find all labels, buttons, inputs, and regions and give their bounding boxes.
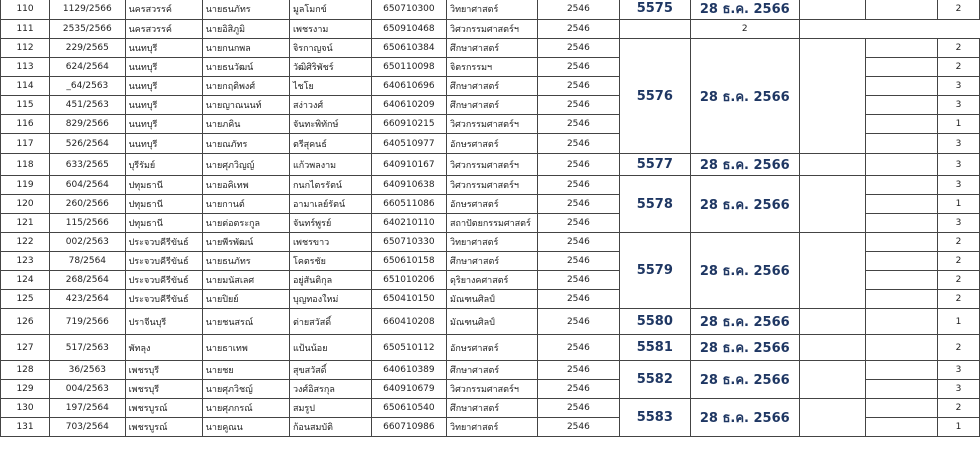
first-name-cell: นายอคิเทพ [202, 176, 289, 195]
row-number-cell: 131 [1, 418, 50, 437]
year-cell: 2546 [538, 233, 620, 252]
faculty-cell: จิตรกรรมฯ [447, 58, 538, 77]
document-number-cell: _64/2563 [50, 77, 126, 96]
last-name-cell: แก้วพลงาม [289, 154, 371, 176]
table-row [1, 20, 980, 39]
year-cell: 2546 [538, 214, 620, 233]
faculty-cell: วิทยาศาสตร์ [447, 233, 538, 252]
first-name-cell: นายธาเทพ [202, 335, 289, 361]
first-name-cell: นายคูณน [202, 418, 289, 437]
spacer-cell [866, 154, 938, 176]
first-name-cell: นายศุภวิญญ์ [202, 154, 289, 176]
year-cell: 2546 [538, 39, 620, 58]
document-number-cell: 197/2564 [50, 399, 126, 418]
last-name-cell: วัฒิศิริพัชร์ [289, 58, 371, 77]
blank-cell [799, 309, 865, 335]
document-number-cell: 78/2564 [50, 252, 126, 271]
year-cell: 2546 [538, 335, 620, 361]
province-cell: ปทุมธานี [125, 214, 202, 233]
student-id-cell: 650110098 [371, 58, 446, 77]
last-name-cell: ต่ายสวัสดิ์ [289, 309, 371, 335]
count-cell: 2 [938, 233, 980, 252]
count-cell: 2 [938, 0, 980, 20]
first-name-cell: นายกนกพล [202, 39, 289, 58]
spacer-cell [866, 252, 938, 271]
group-date-cell: 28 ธ.ค. 2566 [690, 361, 799, 399]
document-number-cell: 451/2563 [50, 96, 126, 115]
first-name-cell: นายธนภัทร [202, 0, 289, 20]
document-number-cell: 1129/2566 [50, 0, 126, 20]
document-number-cell: 423/2564 [50, 290, 126, 309]
row-number-cell: 112 [1, 39, 50, 58]
group-number-cell: 5583 [619, 399, 690, 437]
province-cell: นนทบุรี [125, 134, 202, 154]
spacer-cell [866, 58, 938, 77]
group-number-cell: 5582 [619, 361, 690, 399]
province-cell: นนทบุรี [125, 39, 202, 58]
spacer-cell [866, 380, 938, 399]
row-number-cell: 110 [1, 0, 50, 20]
year-cell: 2546 [538, 309, 620, 335]
group-date-cell: 28 ธ.ค. 2566 [690, 233, 799, 309]
document-number-cell: 268/2564 [50, 271, 126, 290]
year-cell: 2546 [538, 361, 620, 380]
province-cell: นนทบุรี [125, 77, 202, 96]
faculty-cell: สถาปัตยกรรมศาสตร์ [447, 214, 538, 233]
first-name-cell: นายศุภวิชญ์ [202, 380, 289, 399]
count-cell: 2 [938, 252, 980, 271]
faculty-cell: ศึกษาศาสตร์ [447, 399, 538, 418]
row-number-cell: 119 [1, 176, 50, 195]
student-id-cell: 640910679 [371, 380, 446, 399]
last-name-cell: โคตรชัย [289, 252, 371, 271]
table-row [1, 0, 980, 20]
province-cell: เพชรบุรี [125, 380, 202, 399]
count-cell: 3 [938, 77, 980, 96]
table-row [1, 399, 980, 418]
last-name-cell: เพชรงาม [289, 20, 371, 39]
row-number-cell: 121 [1, 214, 50, 233]
province-cell: นนทบุรี [125, 58, 202, 77]
first-name-cell: นายปิยย์ [202, 290, 289, 309]
faculty-cell: วิศวกรรมศาสตร์ฯ [447, 176, 538, 195]
table-body [1, 0, 980, 437]
last-name-cell: อยู่สันติกุล [289, 271, 371, 290]
count-cell: 2 [690, 20, 799, 39]
blank-cell [799, 0, 865, 20]
document-number-cell: 2535/2566 [50, 20, 126, 39]
year-cell: 2546 [538, 399, 620, 418]
group-number-cell: 5579 [619, 233, 690, 309]
spacer-cell [866, 134, 938, 154]
year-cell: 2546 [538, 20, 620, 39]
count-cell: 2 [938, 335, 980, 361]
last-name-cell: ก้อนสมบัติ [289, 418, 371, 437]
group-date-cell: 28 ธ.ค. 2566 [690, 0, 799, 20]
faculty-cell: ศึกษาศาสตร์ [447, 96, 538, 115]
document-number-cell: 115/2566 [50, 214, 126, 233]
faculty-cell: ศึกษาศาสตร์ [447, 77, 538, 96]
last-name-cell: สมรูป [289, 399, 371, 418]
province-cell: ประจวบคีรีขันธ์ [125, 233, 202, 252]
row-number-cell: 130 [1, 399, 50, 418]
year-cell: 2546 [538, 176, 620, 195]
first-name-cell: นายต่อตระกูล [202, 214, 289, 233]
year-cell: 2546 [538, 0, 620, 20]
faculty-cell: วิศวกรรมศาสตร์ฯ [447, 154, 538, 176]
count-cell: 1 [938, 115, 980, 134]
blank-cell [799, 154, 865, 176]
last-name-cell: จันทะพิทักษ์ [289, 115, 371, 134]
student-id-cell: 650510112 [371, 335, 446, 361]
province-cell: นครสวรรค์ [125, 20, 202, 39]
last-name-cell: ตรีสุคนธ์ [289, 134, 371, 154]
province-cell: เพชรบูรณ์ [125, 418, 202, 437]
province-cell: เพชรบูรณ์ [125, 399, 202, 418]
faculty-cell: วิศวกรรมศาสตร์ฯ [447, 380, 538, 399]
first-name-cell: นายพีรพัฒน์ [202, 233, 289, 252]
faculty-cell: อักษรศาสตร์ [447, 335, 538, 361]
year-cell: 2546 [538, 96, 620, 115]
document-number-cell: 719/2566 [50, 309, 126, 335]
row-number-cell: 115 [1, 96, 50, 115]
group-number-cell: 5577 [619, 154, 690, 176]
spacer-cell [866, 290, 938, 309]
student-id-cell: 660910215 [371, 115, 446, 134]
year-cell: 2546 [538, 418, 620, 437]
last-name-cell: กนกไตรรัตน์ [289, 176, 371, 195]
student-id-cell: 650410150 [371, 290, 446, 309]
count-cell: 1 [938, 309, 980, 335]
last-name-cell: ไชโย [289, 77, 371, 96]
last-name-cell: วงศ์อิสรกุล [289, 380, 371, 399]
document-number-cell: 517/2563 [50, 335, 126, 361]
document-number-cell: 260/2566 [50, 195, 126, 214]
group-number-cell: 5580 [619, 309, 690, 335]
first-name-cell: นายณภัทร [202, 134, 289, 154]
first-name-cell: นายมนัสเลศ [202, 271, 289, 290]
blank-cell [799, 361, 865, 399]
spacer-cell [866, 214, 938, 233]
spacer-cell [866, 39, 938, 58]
row-number-cell: 114 [1, 77, 50, 96]
last-name-cell: แป้นน้อย [289, 335, 371, 361]
student-id-cell: 650610384 [371, 39, 446, 58]
first-name-cell: นายศุภกรณ์ [202, 399, 289, 418]
group-date-cell: 28 ธ.ค. 2566 [690, 154, 799, 176]
blank-cell [799, 39, 865, 154]
table-row [1, 309, 980, 335]
faculty-cell: วิศวกรรมศาสตร์ฯ [447, 20, 538, 39]
count-cell: 3 [938, 134, 980, 154]
count-cell: 2 [938, 399, 980, 418]
row-number-cell: 117 [1, 134, 50, 154]
count-cell: 3 [938, 380, 980, 399]
spacer-cell [866, 96, 938, 115]
year-cell: 2546 [538, 380, 620, 399]
row-number-cell: 129 [1, 380, 50, 399]
student-id-cell: 640210110 [371, 214, 446, 233]
faculty-cell: มัณฑนศิลป์ [447, 309, 538, 335]
group-date-cell: 28 ธ.ค. 2566 [690, 335, 799, 361]
count-cell: 3 [938, 361, 980, 380]
count-cell: 2 [938, 290, 980, 309]
row-number-cell: 127 [1, 335, 50, 361]
row-number-cell: 123 [1, 252, 50, 271]
faculty-cell: วิศวกรรมศาสตร์ฯ [447, 115, 538, 134]
faculty-cell: มัณฑนศิลป์ [447, 290, 538, 309]
row-number-cell: 113 [1, 58, 50, 77]
row-number-cell: 118 [1, 154, 50, 176]
faculty-cell: ศึกษาศาสตร์ [447, 39, 538, 58]
faculty-cell: ศึกษาศาสตร์ [447, 361, 538, 380]
student-id-cell: 650610540 [371, 399, 446, 418]
year-cell: 2546 [538, 271, 620, 290]
spacer-cell [866, 115, 938, 134]
student-id-cell: 660410208 [371, 309, 446, 335]
blank-cell [799, 233, 865, 309]
document-number-cell: 36/2563 [50, 361, 126, 380]
first-name-cell: นายกานต์ [202, 195, 289, 214]
student-id-cell: 660511086 [371, 195, 446, 214]
faculty-cell: อักษรศาสตร์ [447, 195, 538, 214]
row-number-cell: 125 [1, 290, 50, 309]
blank-cell [799, 335, 865, 361]
province-cell: ประจวบคีรีขันธ์ [125, 252, 202, 271]
group-number-cell: 5575 [619, 0, 690, 20]
count-cell: 2 [938, 39, 980, 58]
group-date-cell: 28 ธ.ค. 2566 [690, 39, 799, 154]
faculty-cell: ศึกษาศาสตร์ [447, 252, 538, 271]
first-name-cell: นายอิสิภูมิ [202, 20, 289, 39]
student-id-cell: 640610389 [371, 361, 446, 380]
province-cell: นนทบุรี [125, 96, 202, 115]
count-cell: 2 [938, 271, 980, 290]
first-name-cell: นายชย [202, 361, 289, 380]
last-name-cell: เพชรขาว [289, 233, 371, 252]
group-number-cell: 5576 [619, 39, 690, 154]
province-cell: เพชรบุรี [125, 361, 202, 380]
row-number-cell: 124 [1, 271, 50, 290]
spacer-cell [866, 233, 938, 252]
table-row [1, 233, 980, 252]
last-name-cell: สุขสวัสดิ์ [289, 361, 371, 380]
faculty-cell: ดุริยางคศาสตร์ [447, 271, 538, 290]
year-cell: 2546 [538, 77, 620, 96]
document-number-cell: 829/2566 [50, 115, 126, 134]
spacer-cell [866, 176, 938, 195]
last-name-cell: บุญทองใหม่ [289, 290, 371, 309]
spacer-cell [866, 0, 938, 20]
year-cell: 2546 [538, 58, 620, 77]
row-number-cell: 120 [1, 195, 50, 214]
year-cell: 2546 [538, 290, 620, 309]
spacer-cell [619, 20, 690, 39]
last-name-cell: อามาเลย์รัตน์ [289, 195, 371, 214]
student-id-cell: 650710330 [371, 233, 446, 252]
first-name-cell: นายธนวัฒน์ [202, 58, 289, 77]
first-name-cell: นายชนสรณ์ [202, 309, 289, 335]
faculty-cell: อักษรศาสตร์ [447, 134, 538, 154]
student-id-cell: 640610209 [371, 96, 446, 115]
document-number-cell: 002/2563 [50, 233, 126, 252]
student-id-cell: 640910638 [371, 176, 446, 195]
province-cell: นนทบุรี [125, 115, 202, 134]
document-number-cell: 526/2564 [50, 134, 126, 154]
spacer-cell [866, 309, 938, 335]
count-cell: 2 [938, 58, 980, 77]
table-row [1, 39, 980, 58]
spacer-cell [866, 271, 938, 290]
spacer-cell [866, 77, 938, 96]
count-cell: 1 [938, 418, 980, 437]
table-row [1, 335, 980, 361]
count-cell: 3 [938, 96, 980, 115]
document-number-cell: 229/2565 [50, 39, 126, 58]
province-cell: ปราจีนบุรี [125, 309, 202, 335]
province-cell: ปทุมธานี [125, 176, 202, 195]
row-number-cell: 126 [1, 309, 50, 335]
spacer-cell [866, 418, 938, 437]
province-cell: บุรีรัมย์ [125, 154, 202, 176]
document-number-cell: 604/2564 [50, 176, 126, 195]
last-name-cell: จันทร์พูรย์ [289, 214, 371, 233]
spacer-cell [866, 335, 938, 361]
group-date-cell: 28 ธ.ค. 2566 [690, 309, 799, 335]
first-name-cell: นายภคิน [202, 115, 289, 134]
first-name-cell: นายธนภัทร [202, 252, 289, 271]
spacer-cell [866, 399, 938, 418]
student-id-cell: 640610696 [371, 77, 446, 96]
spacer-cell [866, 195, 938, 214]
document-number-cell: 703/2564 [50, 418, 126, 437]
table-row [1, 176, 980, 195]
year-cell: 2546 [538, 134, 620, 154]
spacer-cell [866, 361, 938, 380]
year-cell: 2546 [538, 115, 620, 134]
last-name-cell: จิรกาญจน์ [289, 39, 371, 58]
group-number-cell: 5578 [619, 176, 690, 233]
count-cell: 3 [938, 154, 980, 176]
year-cell: 2546 [538, 154, 620, 176]
count-cell: 1 [938, 195, 980, 214]
student-id-cell: 650710300 [371, 0, 446, 20]
document-number-cell: 004/2563 [50, 380, 126, 399]
row-number-cell: 122 [1, 233, 50, 252]
document-number-cell: 624/2564 [50, 58, 126, 77]
faculty-cell: วิทยาศาสตร์ [447, 0, 538, 20]
student-id-cell: 640910167 [371, 154, 446, 176]
province-cell: ปทุมธานี [125, 195, 202, 214]
group-number-cell: 5581 [619, 335, 690, 361]
first-name-cell: นายญาณนนท์ [202, 96, 289, 115]
faculty-cell: วิทยาศาสตร์ [447, 418, 538, 437]
last-name-cell: มูลโมกข์ [289, 0, 371, 20]
row-number-cell: 116 [1, 115, 50, 134]
group-date-cell: 28 ธ.ค. 2566 [690, 176, 799, 233]
student-id-cell: 650910468 [371, 20, 446, 39]
province-cell: ประจวบคีรีขันธ์ [125, 271, 202, 290]
year-cell: 2546 [538, 195, 620, 214]
row-number-cell: 111 [1, 20, 50, 39]
year-cell: 2546 [538, 252, 620, 271]
document-number-cell: 633/2565 [50, 154, 126, 176]
student-id-cell: 651010206 [371, 271, 446, 290]
table-row [1, 154, 980, 176]
province-cell: ประจวบคีรีขันธ์ [125, 290, 202, 309]
student-id-cell: 650610158 [371, 252, 446, 271]
group-date-cell: 28 ธ.ค. 2566 [690, 399, 799, 437]
row-number-cell: 128 [1, 361, 50, 380]
province-cell: นครสวรรค์ [125, 0, 202, 20]
count-cell: 3 [938, 176, 980, 195]
province-cell: พัทลุง [125, 335, 202, 361]
table-row [1, 361, 980, 380]
count-cell: 3 [938, 214, 980, 233]
student-id-cell: 660710986 [371, 418, 446, 437]
last-name-cell: สง่าวงศ์ [289, 96, 371, 115]
blank-cell [799, 399, 865, 437]
blank-cell [799, 176, 865, 233]
first-name-cell: นายกฤติพงศ์ [202, 77, 289, 96]
student-id-cell: 640510977 [371, 134, 446, 154]
